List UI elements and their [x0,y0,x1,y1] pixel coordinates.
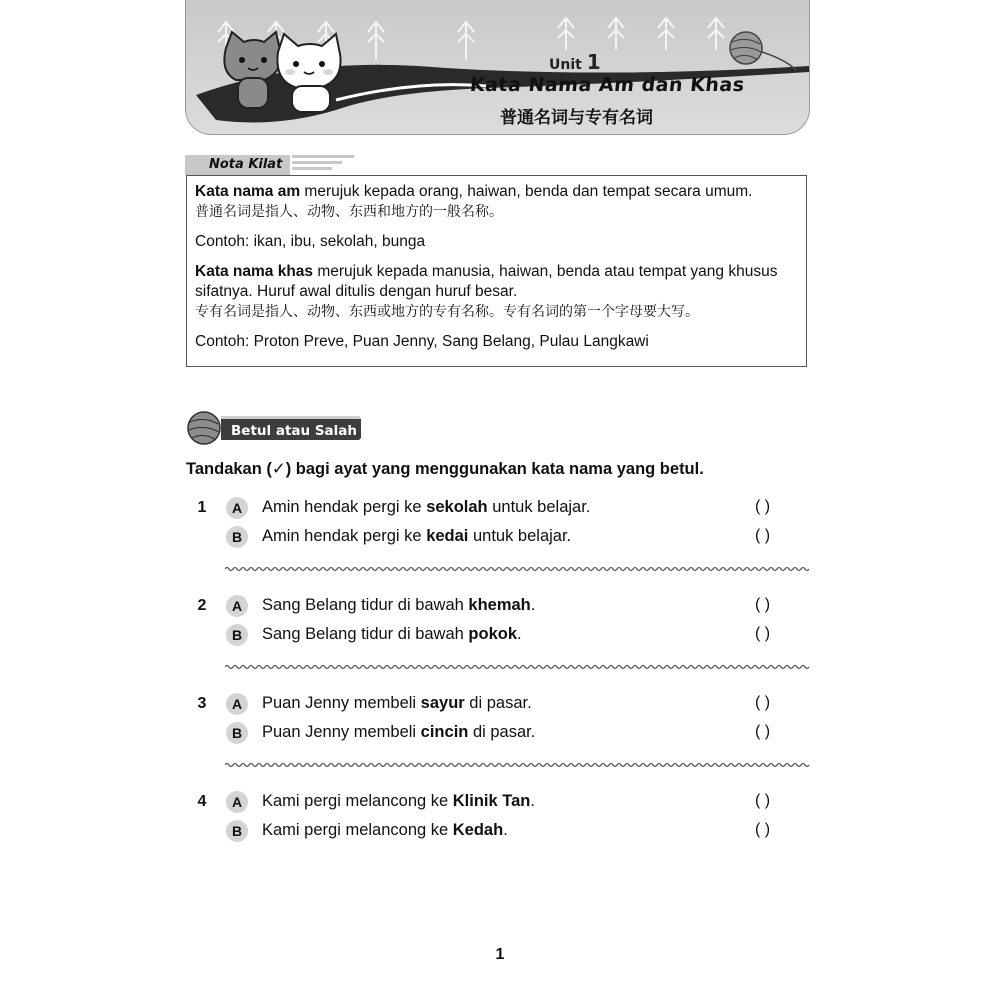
term-kata-nama-khas: Kata nama khas [195,263,314,280]
sentence-part: Sang Belang tidur di bawah [262,596,469,614]
noun-highlight: sayur [420,694,465,712]
option-sentence [262,625,522,644]
wavy-divider [225,662,810,672]
yarn-ball-icon [730,32,796,70]
sentence-part: di pasar. [464,694,532,712]
question-4-option-a [0,791,1000,815]
sentence-part: . [530,596,536,614]
option-letter-badge: A [226,791,248,813]
answer-box[interactable] [755,723,810,745]
noun-highlight: Kedah [452,821,504,839]
term-kata-nama-am: Kata nama am [195,183,301,200]
question-1-option-b [0,526,1000,550]
option-sentence [262,596,535,615]
option-letter-badge: B [226,722,248,744]
definition-am [195,182,798,202]
option-letter-badge: A [226,497,248,519]
definition-khas-text: merujuk kepada manusia, haiwan, benda atau tempat yang khusus sifatnya. Huruf awal ditulis dengan huruf besar. [195,263,778,300]
sentence-part: Puan Jenny membeli [262,723,421,741]
option-sentence [262,723,535,742]
question-number: 3 [197,695,207,712]
answer-parentheses[interactable]: ( ) [755,723,771,740]
option-letter-badge: B [226,624,248,646]
answer-box[interactable] [755,625,810,647]
sentence-part: Amin hendak pergi ke [262,498,427,516]
sentence-part: . [517,625,522,643]
answer-box[interactable] [755,596,810,618]
question-number: 1 [197,499,207,516]
answer-box[interactable] [755,498,810,520]
question-4-option-b [0,820,1000,844]
example-am: Contoh: ikan, ibu, sekolah, bunga [195,233,426,250]
section-tab: Betul atau Salah [221,416,361,440]
nota-kilat-tab: Nota Kilat [185,155,290,175]
page-title: Kata Nama Am dan Khas [468,74,746,96]
wavy-divider [225,760,810,770]
sentence-part: . [503,821,508,839]
example-khas: Contoh: Proton Preve, Puan Jenny, Sang Belang, Pulau Langkawi [195,333,649,350]
noun-highlight: kedai [426,527,469,545]
question-number: 2 [197,597,207,614]
yarn-ball-icon [184,408,224,448]
noun-highlight: khemah [468,596,531,614]
question-3-option-a [0,693,1000,717]
option-sentence [262,821,508,840]
banner-decoration [186,0,809,134]
option-letter-badge: B [226,526,248,548]
definition-am-text: merujuk kepada orang, haiwan, benda dan tempat secara umum. [300,183,753,200]
noun-highlight: cincin [420,723,469,741]
unit-prefix: Unit [549,57,582,73]
definition-am-chinese: 普通名词是指人、动物、东西和地方的一般名称。 [195,204,503,220]
option-sentence [262,498,590,517]
option-sentence [262,694,532,713]
tab-stripes-decoration [292,155,362,175]
answer-box[interactable] [755,792,810,814]
sentence-part: untuk belajar. [487,498,591,516]
answer-box[interactable] [755,694,810,716]
instruction-text: Tandakan (✓) bagi ayat yang menggunakan kata nama yang betul. [186,460,704,478]
question-1-option-a [0,497,1000,521]
answer-box[interactable] [755,527,810,549]
question-2-option-b [0,624,1000,648]
answer-parentheses[interactable]: ( ) [755,527,771,544]
answer-parentheses[interactable]: ( ) [755,792,771,809]
option-sentence [262,527,571,546]
question-number: 4 [197,793,207,810]
sentence-part: Amin hendak pergi ke [262,527,427,545]
sentence-part: di pasar. [468,723,536,741]
question-2-option-a [0,595,1000,619]
answer-parentheses[interactable]: ( ) [755,821,771,838]
answer-parentheses[interactable]: ( ) [755,694,771,711]
nota-kilat-box [186,175,807,367]
sentence-part: Puan Jenny membeli [262,694,421,712]
sentence-part: Kami pergi melancong ke [262,792,453,810]
answer-parentheses[interactable]: ( ) [755,596,771,613]
answer-parentheses[interactable]: ( ) [755,498,771,515]
page-title-chinese: 普通名词与专有名词 [500,108,653,128]
option-letter-badge: B [226,820,248,842]
option-sentence [262,792,535,811]
option-letter-badge: A [226,595,248,617]
sentence-part: untuk belajar. [468,527,572,545]
question-3-option-b [0,722,1000,746]
noun-highlight: Klinik Tan [452,792,531,810]
answer-box[interactable] [755,821,810,843]
unit-number: 1 [586,50,601,74]
noun-highlight: pokok [468,625,517,643]
option-letter-badge: A [226,693,248,715]
page-number: 1 [495,946,505,963]
unit-label [549,50,601,74]
sentence-part: Sang Belang tidur di bawah [262,625,469,643]
wavy-divider [225,564,810,574]
sentence-part: Kami pergi melancong ke [262,821,453,839]
sentence-part: . [530,792,535,810]
noun-highlight: sekolah [426,498,488,516]
unit-header-banner [185,0,810,135]
definition-khas-chinese: 专有名词是指人、动物、东西或地方的专有名称。专有名词的第一个字母要大写。 [195,304,699,320]
definition-khas [195,262,798,302]
answer-parentheses[interactable]: ( ) [755,625,771,642]
